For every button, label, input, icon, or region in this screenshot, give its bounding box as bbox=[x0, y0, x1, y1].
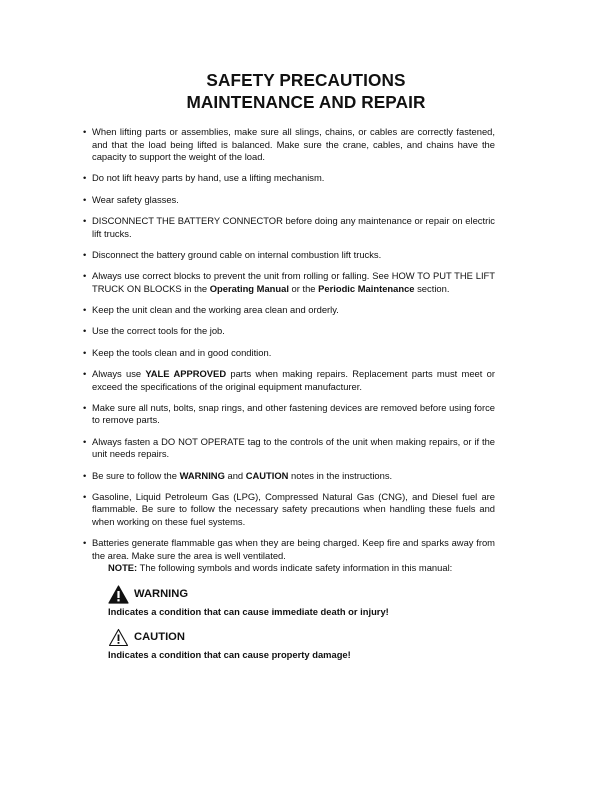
item-text: DISCONNECT THE BATTERY CONNECTOR before doing any maintenance or repair on electric lift trucks. bbox=[92, 215, 495, 239]
emphasis-text: Periodic Maintenance bbox=[318, 282, 415, 294]
warning-word: WARNING bbox=[134, 588, 189, 600]
precaution-item bbox=[83, 537, 495, 562]
warning-triangle-icon bbox=[108, 585, 129, 604]
note-text: The following symbols and words indicate safety information in this manual: bbox=[137, 562, 453, 573]
item-text: Do not lift heavy parts by hand, use a lifting mechanism. bbox=[92, 172, 325, 184]
item-text: Always use bbox=[92, 367, 146, 379]
item-text: or the bbox=[288, 282, 319, 294]
title-line-1: SAFETY PRECAUTIONS bbox=[206, 70, 406, 90]
precaution-item bbox=[83, 470, 495, 483]
precaution-item bbox=[83, 126, 495, 164]
item-text: Be sure to follow the bbox=[92, 469, 180, 481]
emphasis-text: CAUTION bbox=[245, 469, 289, 481]
caution-triangle-icon bbox=[108, 628, 129, 647]
caution-word: CAUTION bbox=[134, 631, 185, 643]
item-text: When lifting parts or assemblies, make sure all slings, chains, or cables are correctly fastened, and that the load being lifted is balanced. Make sure the crane, cables, and chains have the capacity to support the weight of the load. bbox=[92, 126, 495, 163]
item-text: Batteries generate flammable gas when they are being charged. Keep fire and sparks away from the area. Make sure the area is well ventilated. bbox=[92, 537, 495, 561]
item-text: Wear safety glasses. bbox=[92, 193, 179, 205]
item-text: Make sure all nuts, bolts, snap rings, and other fastening devices are removed before using force to remove parts. bbox=[92, 401, 495, 426]
note-label: NOTE: bbox=[108, 562, 138, 573]
precaution-item bbox=[83, 304, 495, 317]
precaution-item bbox=[83, 491, 495, 529]
title-line-2: MAINTENANCE AND REPAIR bbox=[186, 92, 426, 112]
precaution-item bbox=[83, 368, 495, 393]
item-text: Gasoline, Liquid Petroleum Gas (LPG), Compressed Natural Gas (CNG), and Diesel fuel are flammable. Be sure to follow the necessary safety precautions when handling these fuels and when working on these fuel systems. bbox=[92, 490, 495, 527]
precaution-item bbox=[83, 215, 495, 240]
precaution-item bbox=[83, 194, 495, 207]
precaution-item bbox=[83, 249, 495, 262]
item-text: Keep the unit clean and the working area clean and orderly. bbox=[92, 304, 339, 316]
item-text: notes in the instructions. bbox=[288, 469, 393, 481]
emphasis-text: YALE APPROVED bbox=[145, 367, 227, 379]
note-paragraph bbox=[108, 562, 508, 575]
precaution-item bbox=[83, 270, 495, 295]
item-text: Always fasten a DO NOT OPERATE tag to the controls of the unit when making repairs, or if the unit needs repairs. bbox=[92, 435, 495, 460]
item-text: Disconnect the battery ground cable on internal combustion lift trucks. bbox=[92, 248, 382, 260]
item-text: Keep the tools clean and in good condition. bbox=[92, 346, 272, 358]
precaution-item bbox=[83, 325, 495, 338]
item-text: section. bbox=[414, 282, 450, 294]
item-text: Use the correct tools for the job. bbox=[92, 325, 225, 337]
warning-block bbox=[108, 585, 508, 619]
page-title bbox=[0, 69, 612, 113]
emphasis-text: WARNING bbox=[179, 469, 225, 481]
precaution-item bbox=[83, 172, 495, 185]
caution-description: Indicates a condition that can cause property damage! bbox=[108, 649, 351, 660]
precaution-item bbox=[83, 347, 495, 360]
precaution-item bbox=[83, 402, 495, 427]
precaution-item bbox=[83, 436, 495, 461]
item-text: and bbox=[224, 469, 246, 481]
precautions-list bbox=[83, 126, 495, 571]
item-text: parts when making repairs. Replacement parts must meet or exceed the specifications of the original equipment manufacturer. bbox=[92, 367, 495, 392]
item-text: Always use correct blocks to prevent the unit from rolling or falling. See HOW TO PUT THE LIFT TRUCK ON BLOCKS in the bbox=[92, 270, 495, 294]
warning-description: Indicates a condition that can cause immediate death or injury! bbox=[108, 606, 389, 617]
caution-block bbox=[108, 628, 508, 662]
emphasis-text: Operating Manual bbox=[209, 282, 289, 294]
